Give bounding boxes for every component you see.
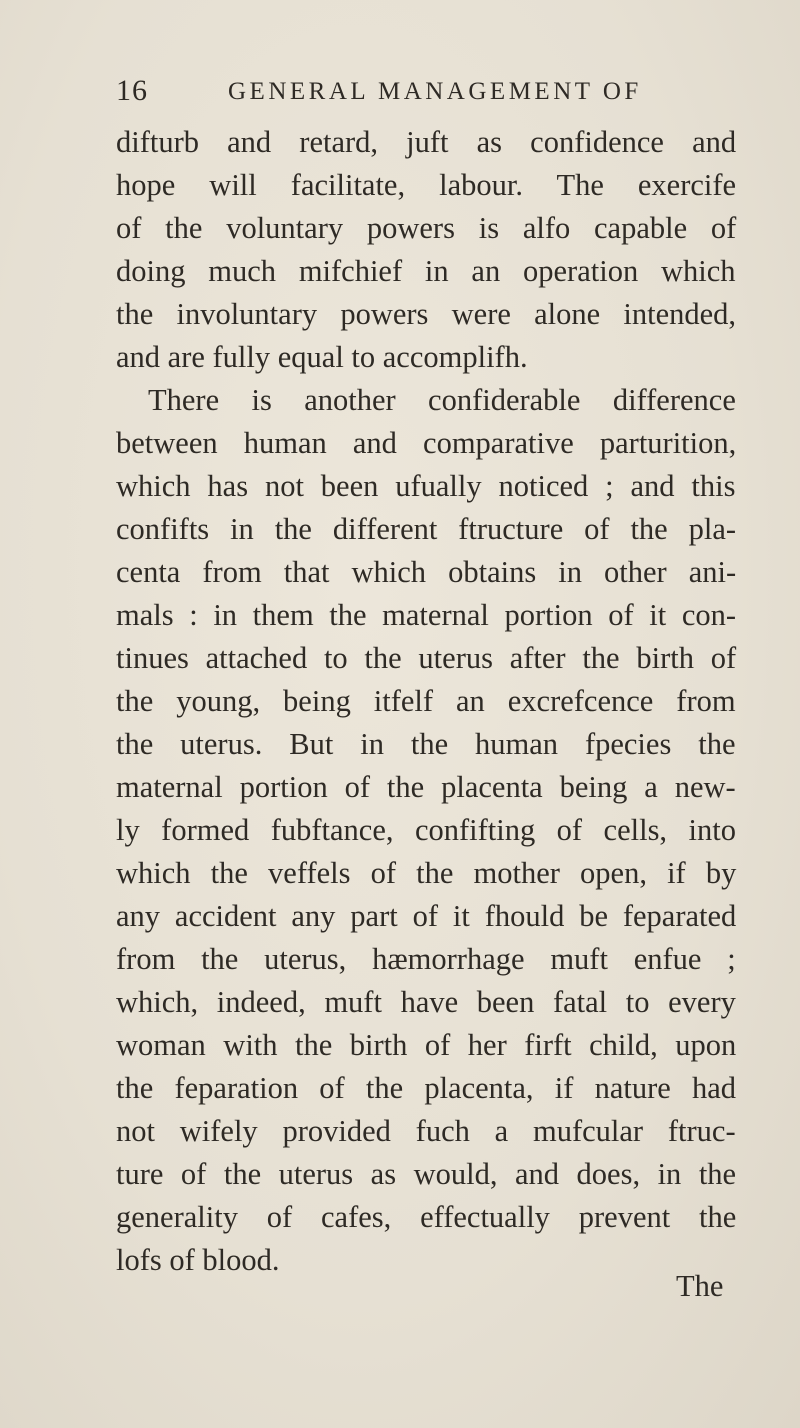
text-line: maternal portion of the placenta being a new- — [116, 770, 736, 804]
running-head: GENERAL MANAGEMENT OF — [228, 78, 642, 105]
page-number: 16 — [116, 74, 148, 107]
catchword: The — [676, 1269, 724, 1303]
text-line: which, indeed, muft have been fatal to every — [116, 985, 736, 1019]
text-line: tinues attached to the uterus after the birth of — [116, 641, 737, 675]
text-line: ture of the uterus as would, and does, in the — [116, 1157, 737, 1191]
text-line: difturb and retard, juft as confidence and — [116, 125, 737, 159]
text-line: any accident any part of it fhould be feparated — [116, 899, 737, 933]
text-line: There is another confiderable difference — [148, 383, 736, 417]
page-header — [116, 74, 676, 114]
text-line: the young, being itfelf an excrefcence from — [116, 684, 736, 718]
text-line: which has not been ufually noticed ; and this — [116, 469, 736, 503]
text-line: generality of cafes, effectually prevent the — [116, 1200, 737, 1234]
text-line: of the voluntary powers is alfo capable of — [116, 211, 737, 245]
text-line: woman with the birth of her firft child, upon — [116, 1028, 737, 1062]
text-line: which the veffels of the mother open, if by — [116, 856, 737, 890]
text-line: doing much mifchief in an operation which — [116, 254, 736, 288]
text-line: hope will facilitate, labour. The exercife — [116, 168, 737, 202]
text-line: between human and comparative parturition, — [116, 426, 737, 460]
text-line: centa from that which obtains in other ani- — [116, 555, 737, 589]
text-line: from the uterus, hæmorrhage muft enfue ; — [116, 942, 736, 976]
text-line: the uterus. But in the human fpecies the — [116, 727, 736, 761]
text-line: confifts in the different ftructure of the pla- — [116, 512, 737, 546]
text-line: ly formed fubftance, confifting of cells, into — [116, 813, 736, 847]
text-line: lofs of blood. — [116, 1243, 280, 1277]
text-line: mals : in them the maternal portion of it con- — [116, 598, 737, 632]
text-line: the feparation of the placenta, if nature had — [116, 1071, 737, 1105]
text-line: the involuntary powers were alone intended, — [116, 297, 737, 331]
text-line: and are fully equal to accomplifh. — [116, 340, 528, 374]
text-line: not wifely provided fuch a mufcular ftruc- — [116, 1114, 736, 1148]
